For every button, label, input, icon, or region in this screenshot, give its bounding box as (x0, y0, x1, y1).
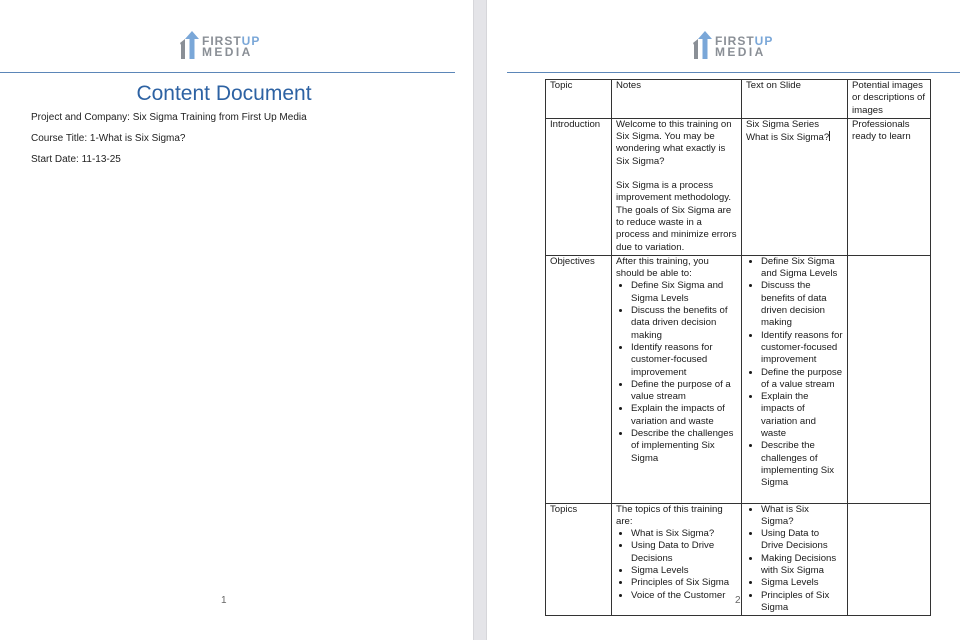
list-item: • Define Six Sigma and Sigma Levels (761, 256, 843, 281)
list-item: • Principles of Six Sigma (761, 590, 843, 615)
list-item: • Define the purpose of a value stream (631, 379, 737, 404)
cell-slide-text[interactable] (742, 255, 848, 503)
header-topic[interactable]: Topic (546, 80, 612, 119)
list-item: • Voice of the Customer (631, 590, 737, 602)
logo-text-first: FIRST (202, 34, 242, 48)
slide-bullet-list (746, 256, 843, 490)
list-item: • Explain the impacts of variation and waste (631, 403, 737, 428)
notes-intro: After this training, you should be able to: (616, 255, 709, 280)
cell-notes[interactable] (612, 118, 742, 255)
header-text-on-slide[interactable]: Text on Slide (742, 80, 848, 119)
content-table (545, 79, 931, 616)
cell-slide-text[interactable] (742, 118, 848, 255)
list-item: • Define the purpose of a value stream (761, 367, 843, 392)
table-row-objectives (546, 255, 931, 503)
cell-notes[interactable] (612, 503, 742, 616)
first-up-media-logo-icon (691, 31, 713, 61)
list-item: • Discuss the benefits of data driven decision making (631, 305, 737, 342)
cell-images[interactable]: Professionals ready to learn (848, 118, 931, 255)
list-item: • Describe the challenges of implementing Six Sigma (631, 428, 737, 465)
list-item: • Identify reasons for customer-focused improvement (631, 342, 737, 379)
logo-text-media: MEDIA (202, 45, 253, 59)
list-item: • Making Decisions with Six Sigma (761, 553, 843, 578)
project-line[interactable]: Project and Company: Six Sigma Training from First Up Media (31, 112, 307, 123)
notes-paragraph: Six Sigma is a process improvement methodology. The goals of Six Sigma are to reduce waste in a process and minimize errors due to variation. (616, 180, 737, 253)
document-title[interactable]: Content Document (136, 82, 312, 105)
text-cursor (829, 131, 830, 141)
header-rule (507, 72, 960, 73)
notes-bullet-list (616, 528, 737, 602)
logo-text-up: UP (241, 34, 261, 48)
logo-text-up: UP (754, 34, 774, 48)
document-page-2 (487, 0, 960, 640)
list-item: • What is Six Sigma? (761, 504, 843, 529)
slide-bullet-list (746, 504, 843, 615)
cell-topic[interactable]: Introduction (546, 118, 612, 255)
cell-notes[interactable] (612, 255, 742, 503)
course-title-line[interactable]: Course Title: 1-What is Six Sigma? (31, 133, 186, 144)
list-item: • Define Six Sigma and Sigma Levels (631, 280, 737, 305)
page-number: 1 (221, 595, 227, 606)
page-number: 2 (735, 595, 741, 606)
logo-text-first: FIRST (715, 34, 755, 48)
slide-text-line: What is Six Sigma? (746, 132, 830, 144)
table-row-introduction (546, 118, 931, 255)
cell-topic[interactable]: Objectives (546, 255, 612, 503)
cell-images[interactable] (848, 503, 931, 616)
page-gutter (473, 0, 487, 640)
header-rule (0, 72, 455, 73)
cell-slide-text[interactable] (742, 503, 848, 616)
list-item: • Using Data to Drive Decisions (761, 528, 843, 553)
logo-text-media: MEDIA (715, 45, 766, 59)
header-potential-images[interactable]: Potential images or descriptions of images (848, 80, 931, 119)
notes-intro: The topics of this training are: (616, 503, 723, 527)
list-item: • Discuss the benefits of data driven decision making (761, 280, 843, 329)
notes-bullet-list (616, 280, 737, 464)
notes-paragraph: Welcome to this training on Six Sigma. You may be wondering what exactly is Six Sigma? (616, 118, 732, 167)
list-item: • Sigma Levels (631, 565, 737, 577)
list-item: • Explain the impacts of variation and waste (761, 391, 843, 440)
slide-text-line: Six Sigma Series (746, 118, 820, 130)
header-notes[interactable]: Notes (612, 80, 742, 119)
cell-topic[interactable]: Topics (546, 503, 612, 616)
table-header-row (546, 80, 931, 119)
start-date-line[interactable]: Start Date: 11-13-25 (31, 154, 121, 165)
list-item: • Identify reasons for customer-focused improvement (761, 330, 843, 367)
list-item: • Principles of Six Sigma (631, 577, 737, 589)
list-item: • Using Data to Drive Decisions (631, 540, 737, 565)
document-page-1 (0, 0, 473, 640)
header-logo (691, 31, 773, 61)
first-up-media-logo-icon (178, 31, 200, 61)
list-item: • What is Six Sigma? (631, 528, 737, 540)
list-item: • Describe the challenges of implementing Six Sigma (761, 440, 843, 489)
cell-images[interactable] (848, 255, 931, 503)
list-item: • Sigma Levels (761, 577, 843, 589)
header-logo (178, 31, 260, 61)
